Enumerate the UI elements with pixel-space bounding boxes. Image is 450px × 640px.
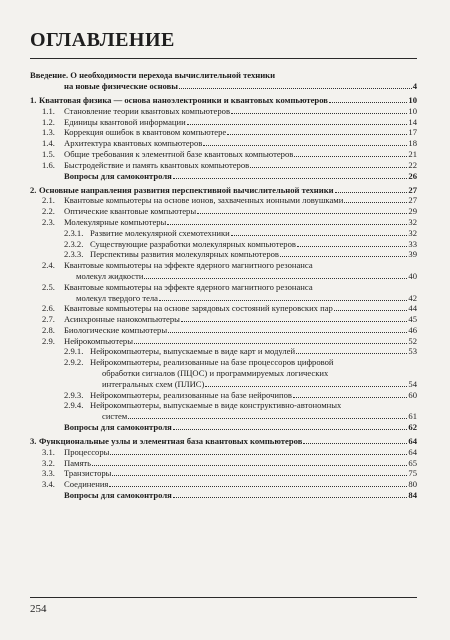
dot-leader	[181, 314, 407, 322]
dot-leader	[187, 117, 408, 125]
toc-entry-title: Соединения	[64, 479, 109, 490]
toc-entry-title: Архитектура квантовых компьютеров	[64, 138, 203, 149]
toc-entry-page: 53	[408, 346, 417, 357]
toc-entry-title: обработки сигналов (ПЦОС) и программируемых логических	[102, 368, 329, 379]
toc-entry-page: 29	[408, 206, 417, 217]
toc-entry-continuation	[30, 293, 417, 304]
dot-leader	[334, 303, 408, 311]
toc-entry	[30, 117, 417, 128]
toc-entry	[30, 185, 417, 196]
toc-entry-title: Оптические квантовые компьютеры	[64, 206, 197, 217]
dot-leader	[173, 490, 408, 498]
toc-entry	[30, 282, 417, 293]
toc-entry-number: 1.1.	[42, 105, 55, 116]
toc-entry	[30, 303, 417, 314]
toc-entry-number: 3.1.	[42, 446, 55, 457]
header-rule	[30, 58, 417, 59]
dot-leader	[231, 228, 408, 236]
toc-entry-title: Нейрокомпьютеры, выпускаемые в виде конструктивно-автономных	[90, 400, 342, 411]
dot-leader	[197, 206, 407, 214]
toc-entry-page: 54	[408, 378, 417, 389]
dot-leader	[128, 411, 407, 419]
toc-entry-number: 3.	[30, 436, 37, 447]
toc-entry-number: 2.9.4.	[64, 400, 84, 411]
dot-leader	[167, 217, 407, 225]
toc-entry-number: 2.7.	[42, 314, 55, 325]
toc-entry-number: 2.3.1.	[64, 227, 84, 238]
toc-entry-number: 2.6.	[42, 303, 55, 314]
dot-leader	[297, 239, 407, 247]
toc-entry	[30, 346, 417, 357]
toc-entry-title: Развитие молекулярной схемотехники	[90, 227, 230, 238]
toc-entry-title: Быстродействие и память квантовых компьютеров	[64, 159, 250, 170]
toc-entry	[30, 228, 417, 239]
toc-entry-title: Нейрокомпьютеры, выпускаемые в виде карт и модулей	[90, 346, 296, 357]
toc-entry	[30, 400, 417, 411]
toc-entry-page: 21	[408, 148, 417, 159]
dot-leader	[134, 336, 407, 344]
dot-leader	[203, 138, 407, 146]
toc-entry-continuation	[30, 411, 417, 422]
toc-entry-title: на новые физические основы	[64, 80, 178, 91]
toc-entry	[30, 138, 417, 149]
dot-leader	[92, 458, 407, 466]
toc-entry-title: Молекулярные компьютеры	[64, 216, 167, 227]
dot-leader	[335, 185, 408, 193]
toc-entry-number: 1.2.	[42, 116, 55, 127]
toc-entry-page: 64	[408, 446, 417, 457]
toc-entry-title: молекул твердого тела	[76, 292, 158, 303]
toc-entry-page: 80	[408, 479, 417, 490]
toc-entry-page: 39	[408, 249, 417, 260]
toc-entry	[30, 390, 417, 401]
dot-leader	[280, 249, 407, 257]
toc-entry-continuation	[30, 368, 417, 379]
toc-entry-page: 40	[408, 270, 417, 281]
dot-leader	[296, 346, 407, 354]
toc-entry-title: Квантовые компьютеры на основе ионов, захваченных ионными ловушками	[64, 195, 344, 206]
toc-entry-page: 17	[408, 127, 417, 138]
toc-entry-title: Существующие разработки молекулярных компьютеров	[90, 238, 296, 249]
toc-entry-number: 1.5.	[42, 148, 55, 159]
toc-entry	[30, 127, 417, 138]
toc-entry-page: 75	[408, 468, 417, 479]
dot-leader	[144, 271, 407, 279]
toc-entry-number: 2.8.	[42, 324, 55, 335]
toc-entry-title: Квантовые компьютеры на эффекте ядерного магнитного резонанса	[64, 260, 313, 271]
dot-leader	[329, 95, 407, 103]
toc-entry-number: 3.2.	[42, 457, 55, 468]
dot-leader	[205, 379, 407, 387]
toc-entry-number: 2.	[30, 184, 37, 195]
dot-leader	[168, 325, 407, 333]
toc-entry	[30, 195, 417, 206]
toc-entry-page: 4	[412, 80, 417, 91]
toc-entry-title: Единицы квантовой информации	[64, 116, 186, 127]
toc-entry-continuation	[30, 379, 417, 390]
toc-entry-page: 10	[408, 105, 417, 116]
toc-entry-title: Функциональные узлы и элементная база квантовых компьютеров	[39, 436, 303, 447]
toc-entry-number: 2.3.2.	[64, 238, 84, 249]
toc-entry-title: Общие требования к элементной базе квантовых компьютеров	[64, 148, 294, 159]
toc-entry-page: 42	[408, 292, 417, 303]
toc-entry	[30, 149, 417, 160]
dot-leader	[293, 390, 407, 398]
toc-entry	[30, 249, 417, 260]
toc-entry	[30, 436, 417, 447]
toc-entry-number: 2.3.	[42, 216, 55, 227]
table-of-contents	[30, 67, 417, 501]
toc-entry	[30, 171, 417, 182]
toc-entry-title: Перспективы развития молекулярных компьютеров	[90, 249, 279, 260]
toc-entry-number: 2.9.3.	[64, 389, 84, 400]
toc-entry-title: Процессоры	[64, 446, 110, 457]
toc-entry-title: Биологические компьютеры	[64, 324, 168, 335]
toc-entry-number: 2.4.	[42, 260, 55, 271]
dot-leader	[159, 293, 407, 301]
toc-entry-page: 32	[408, 216, 417, 227]
toc-entry-page: 52	[408, 335, 417, 346]
toc-entry	[30, 357, 417, 368]
toc-entry-title: Транзисторы	[64, 468, 112, 479]
toc-entry-number: 2.9.1.	[64, 346, 84, 357]
toc-entry-title: интегральных схем (ПЛИС)	[102, 378, 205, 389]
toc-entry-continuation	[30, 271, 417, 282]
toc-entry-title: Основные направления развития перспективной вычислительной техники	[39, 184, 334, 195]
toc-entry	[30, 468, 417, 479]
toc-entry	[30, 314, 417, 325]
toc-entry-title: Становление теории квантовых компьютеров	[64, 105, 231, 116]
toc-entry	[30, 160, 417, 171]
toc-entry-title: систем	[102, 411, 128, 422]
toc-entry-title: Нейрокомпьютеры	[64, 335, 133, 346]
toc-entry	[30, 325, 417, 336]
toc-entry	[30, 490, 417, 501]
dot-leader	[110, 447, 407, 455]
toc-entry-title: Вопросы для самоконтроля	[64, 422, 172, 433]
toc-entry	[30, 239, 417, 250]
toc-entry-title: Нейрокомпьютеры, реализованные на базе нейрочипов	[90, 389, 292, 400]
toc-entry-number: 1.3.	[42, 127, 55, 138]
toc-entry-page: 62	[408, 422, 417, 433]
toc-entry-title: Квантовые компьютеры на основе зарядовых состояний куперовских пар	[64, 303, 333, 314]
dot-leader	[231, 106, 407, 114]
toc-entry-page: 65	[408, 457, 417, 468]
toc-entry-title: Квантовая физика — основа наноэлектроники и квантовых компьютеров	[39, 94, 328, 105]
dot-leader	[173, 422, 408, 430]
toc-entry-page: 27	[408, 195, 417, 206]
toc-entry	[30, 422, 417, 433]
toc-entry	[30, 217, 417, 228]
toc-entry-page: 22	[408, 159, 417, 170]
toc-entry-number: 2.3.3.	[64, 249, 84, 260]
toc-entry-page: 64	[408, 436, 417, 447]
dot-leader	[109, 479, 407, 487]
toc-entry-title: Память	[64, 457, 92, 468]
toc-entry	[30, 336, 417, 347]
toc-entry-page: 26	[408, 170, 417, 181]
toc-entry-number: 2.9.	[42, 335, 55, 346]
toc-entry	[30, 95, 417, 106]
toc-entry	[30, 260, 417, 271]
toc-entry-number: 1.	[30, 94, 37, 105]
toc-entry-title: Нейрокомпьютеры, реализованные на базе процессоров цифровой	[90, 357, 334, 368]
toc-entry-continuation	[30, 81, 417, 92]
toc-entry-page: 84	[408, 490, 417, 501]
toc-entry-number: 3.3.	[42, 468, 55, 479]
toc-entry-page: 32	[408, 227, 417, 238]
toc-entry-page: 45	[408, 314, 417, 325]
dot-leader	[294, 149, 407, 157]
toc-entry-title: молекул жидкости	[76, 270, 144, 281]
toc-entry	[30, 479, 417, 490]
toc-entry-number: 2.2.	[42, 206, 55, 217]
toc-entry-page: 33	[408, 238, 417, 249]
toc-entry-title: Коррекция ошибок в квантовом компьютере	[64, 127, 227, 138]
dot-leader	[173, 171, 408, 179]
dot-leader	[227, 127, 407, 135]
toc-entry-title: Введение. О необходимости перехода вычислительной техники	[30, 70, 276, 81]
toc-entry	[30, 206, 417, 217]
toc-entry-title: Вопросы для самоконтроля	[64, 170, 172, 181]
toc-entry-page: 27	[408, 184, 417, 195]
dot-leader	[344, 195, 407, 203]
toc-entry-page: 61	[408, 411, 417, 422]
toc-entry-number: 2.1.	[42, 195, 55, 206]
footer-rule	[30, 597, 417, 598]
toc-entry-page: 44	[408, 303, 417, 314]
toc-entry-number: 2.9.2.	[64, 357, 84, 368]
toc-entry-title: Асинхронные нанокомпьютеры	[64, 314, 180, 325]
toc-entry-number: 3.4.	[42, 479, 55, 490]
toc-entry-number: 2.5.	[42, 281, 55, 292]
toc-entry-number: 1.6.	[42, 159, 55, 170]
dot-leader	[250, 160, 407, 168]
toc-entry-page: 60	[408, 389, 417, 400]
toc-entry	[30, 447, 417, 458]
toc-entry-title: Квантовые компьютеры на эффекте ядерного магнитного резонанса	[64, 281, 313, 292]
page-title: ОГЛАВЛЕНИЕ	[30, 29, 175, 51]
toc-entry-page: 18	[408, 138, 417, 149]
toc-entry	[30, 70, 417, 81]
dot-leader	[179, 81, 412, 89]
toc-entry	[30, 458, 417, 469]
toc-entry	[30, 106, 417, 117]
dot-leader	[303, 436, 407, 444]
toc-entry-title: Вопросы для самоконтроля	[64, 490, 172, 501]
toc-entry-page: 46	[408, 324, 417, 335]
toc-entry-page: 14	[408, 116, 417, 127]
toc-entry-number: 1.4.	[42, 138, 55, 149]
page-number: 254	[30, 603, 47, 615]
toc-entry-page: 10	[408, 94, 417, 105]
dot-leader	[112, 468, 407, 476]
